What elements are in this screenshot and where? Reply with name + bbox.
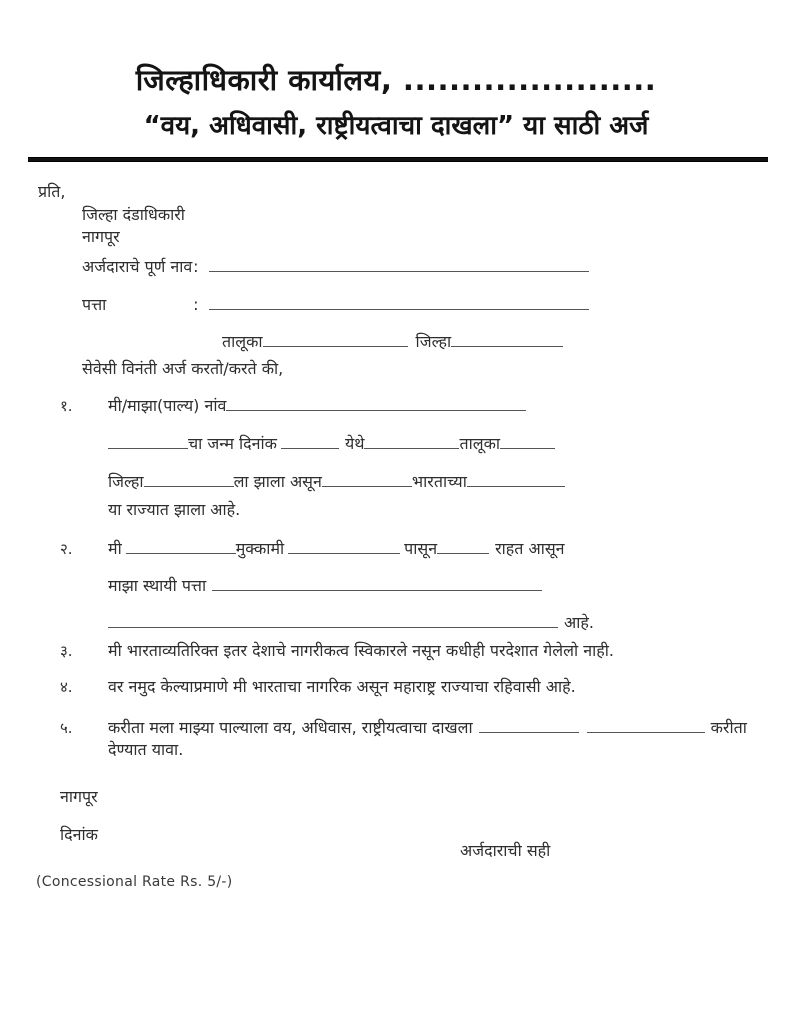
item-2-living-text: राहत आसून <box>495 538 565 558</box>
intro-line: सेवेसी विनंती अर्ज करतो/करते की, <box>82 359 284 378</box>
item-1-line-3 <box>108 470 565 492</box>
item-1-date-blank[interactable] <box>281 432 339 449</box>
item-2-residence-blank[interactable] <box>288 537 400 554</box>
taluka-label: तालूका <box>222 331 263 351</box>
item-5-purpose-blank-1[interactable] <box>479 716 579 733</box>
item-5-purpose-blank-2[interactable] <box>587 716 705 733</box>
address-row <box>82 293 589 315</box>
item-1-line-1 <box>60 394 526 416</box>
item-1-place-blank[interactable] <box>364 432 459 449</box>
item-3-text: मी भारताव्यतिरिक्त इतर देशाचे नागरीकत्व स्विकारले नसून कधीही परदेशात गेलेलो नाही. <box>108 641 614 660</box>
item-2-line-3 <box>108 611 594 633</box>
item-2-line-1 <box>60 537 565 559</box>
district-blank[interactable] <box>451 330 563 347</box>
full-name-label: अर्जदाराचे पूर्ण नाव <box>82 256 193 276</box>
item-1-district-label: जिल्हा <box>108 471 144 491</box>
item-2-i-text: मी <box>108 538 122 558</box>
footer-place: नागपूर <box>60 787 98 806</box>
item-1-india-text: भारताच्या <box>411 471 467 491</box>
item-4-text: वर नमुद केल्याप्रमाणे मी भारताचा नागरिक असून महाराष्ट्र राज्याचा रहिवासी आहे. <box>108 677 576 696</box>
footer-date-label: दिनांक <box>60 825 98 844</box>
header-divider-rule <box>28 157 768 162</box>
item-2-since-blank[interactable] <box>437 537 489 554</box>
addressee-city: नागपूर <box>82 227 120 246</box>
item-1-blank-b[interactable] <box>322 470 412 487</box>
full-name-blank[interactable] <box>209 255 589 272</box>
item-2-permanent-address-label: माझा स्थायी पत्ता <box>108 575 207 595</box>
item-1-blank-a[interactable] <box>108 432 188 449</box>
form-title: जिल्हाधिकारी कार्यालय, ...................... <box>135 63 657 97</box>
item-1-state-blank[interactable] <box>467 470 565 487</box>
taluka-blank[interactable] <box>263 330 408 347</box>
salutation: प्रति, <box>38 182 66 201</box>
item-1-line-4: या राज्यात झाला आहे. <box>108 500 241 519</box>
item-5-text: करीता मला माझ्या पाल्याला वय, अधिवास, राष्ट्रीयत्वाचा दाखला <box>108 717 473 737</box>
item-1-place-label: येथे <box>344 433 365 453</box>
address-blank[interactable] <box>209 293 589 310</box>
item-1-taluka-label: तालूका <box>459 433 501 453</box>
item-2-residing-label: मुक्कामी <box>235 538 285 558</box>
taluka-district-row <box>222 330 563 352</box>
item-4-number: ४. <box>60 678 73 696</box>
item-5-karita-text: करीता <box>710 717 747 737</box>
district-label: जिल्हा <box>415 331 452 351</box>
item-5-line-1 <box>60 716 747 738</box>
item-5-number: ५. <box>60 718 73 737</box>
item-1-birthdate-label: चा जन्म दिनांक <box>188 433 277 453</box>
item-2-ahe-text: आहे. <box>564 612 594 632</box>
item-1-district-blank[interactable] <box>144 470 234 487</box>
item-2-since-label: पासून <box>404 538 438 558</box>
form-subtitle: “वय, अधिवासी, राष्ट्रीयत्वाचा दाखला” या साठी अर्ज <box>143 111 649 141</box>
address-colon: : <box>193 294 199 314</box>
rate-note: (Concessional Rate Rs. 5/-) <box>36 874 233 890</box>
full-name-colon: : <box>193 256 199 276</box>
item-2-address-blank-1[interactable] <box>212 574 542 591</box>
item-1-number: १. <box>60 396 73 415</box>
signature-label: अर्जदाराची सही <box>460 841 551 860</box>
full-name-row <box>82 255 589 277</box>
item-1-line-2 <box>108 432 555 454</box>
item-4-row <box>60 677 576 697</box>
item-3-row <box>60 641 614 661</box>
item-2-name-blank[interactable] <box>126 537 236 554</box>
item-2-number: २. <box>60 539 73 558</box>
item-2-line-2 <box>108 574 542 596</box>
item-2-address-blank-2[interactable] <box>108 611 558 628</box>
item-5-line-2: देण्यात यावा. <box>108 740 184 759</box>
address-label: पत्ता <box>82 294 107 314</box>
item-1-name-label: मी/माझा(पाल्य) नांव <box>108 395 227 415</box>
item-1-taluka-blank[interactable] <box>500 432 555 449</box>
item-1-born-text: ला झाला असून <box>233 471 322 491</box>
addressee-designation: जिल्हा दंडाधिकारी <box>82 205 185 224</box>
item-1-name-blank[interactable] <box>226 394 526 411</box>
item-3-number: ३. <box>60 642 73 660</box>
